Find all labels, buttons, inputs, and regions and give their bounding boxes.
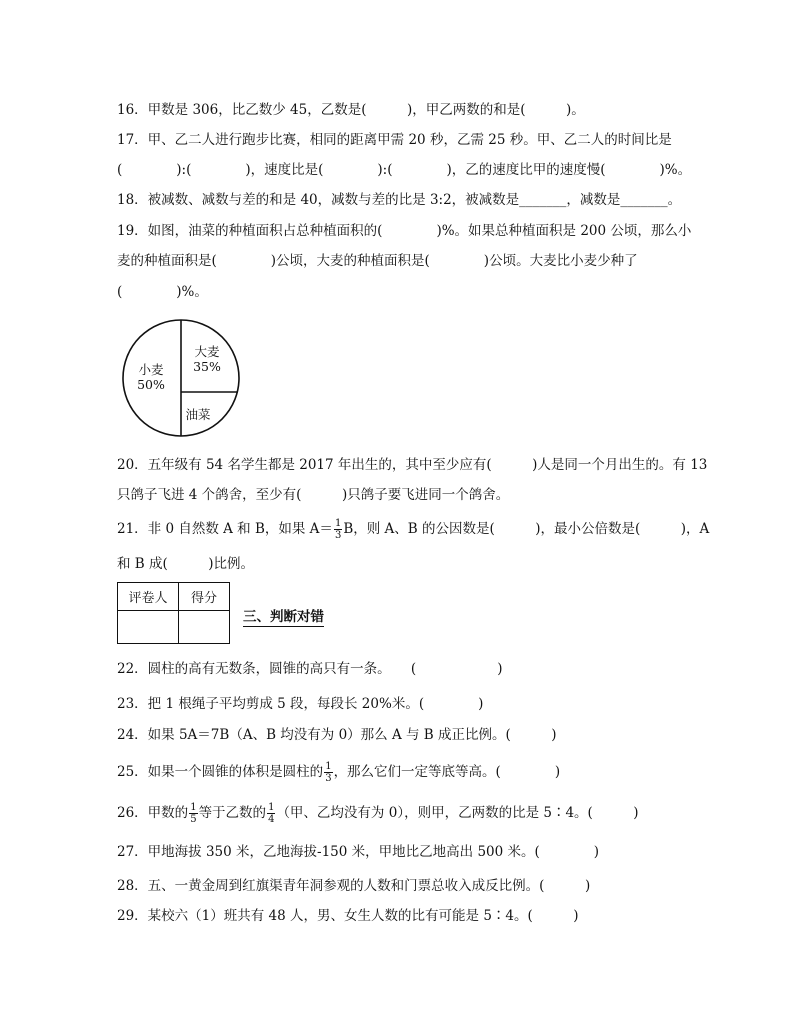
pie-chart: [118, 318, 244, 442]
fraction-numerator: 1: [190, 802, 197, 813]
question-17-line-1: 17．甲、乙二人进行跑步比赛，相同的距离甲需 20 秒，乙需 25 秒。甲、乙二人的时间比是: [117, 132, 672, 148]
pie-label-wheat: 小麦: [138, 362, 164, 377]
question-27: 27．甲地海拔 350 米，乙地海拔-150 米，甲地比乙地高出 500 米。( ): [117, 844, 600, 860]
question-21-line-2: 和 B 成( )比例。: [117, 556, 255, 572]
question-19-line-1: 19．如图，油菜的种植面积占总种植面积的( )%。如果总种植面积是 200 公顷，那么小: [117, 223, 692, 239]
question-25-text-start: 25．如果一个圆锥的体积是圆柱的: [117, 764, 324, 780]
fraction-denominator: 3: [325, 773, 332, 784]
section-title: 三、判断对错: [243, 605, 324, 627]
question-16: 16．甲数是 306，比乙数少 45，乙数是( )，甲乙两数的和是( )。: [117, 102, 585, 118]
question-25-text-end: ，那么它们一定等底等高。( ): [333, 764, 561, 780]
question-24: 24．如果 5A＝7B（A、B 均没有为 0）那么 A 与 B 成正比例。( ): [117, 727, 557, 743]
pie-label-rape: 油菜: [185, 407, 211, 422]
question-19-line-2: 麦的种植面积是( )公顷，大麦的种植面积是( )公顷。大麦比小麦少种了: [117, 253, 638, 269]
pie-value-barley: 35%: [193, 359, 221, 374]
fraction-numerator: 1: [325, 761, 332, 772]
question-19-line-3: ( )%。: [117, 284, 208, 300]
question-23: 23．把 1 根绳子平均剪成 5 段，每段长 20%米。( ): [117, 696, 484, 712]
fraction-one-third: [334, 518, 342, 541]
fraction-one-third: [324, 761, 332, 784]
question-20-line-2: 只鸽子飞进 4 个鸽舍，至少有( )只鸽子要飞进同一个鸽舍。: [117, 487, 510, 503]
fraction-numerator: 1: [334, 518, 342, 529]
score-table-header-score: 得分: [179, 583, 230, 611]
question-22: 22．圆柱的高有无数条，圆锥的高只有一条。 ( ): [117, 661, 503, 677]
question-25: [117, 761, 560, 784]
score-table: [117, 582, 230, 644]
question-17-line-2: ( ):( )，速度比是( ):( )，乙的速度比甲的速度慢( )%。: [117, 162, 692, 178]
question-18: 18．被减数、减数与差的和是 40，减数与差的比是 3:2，被减数是_______，减数是_______。: [117, 192, 682, 208]
question-20-line-1: 20．五年级有 54 名学生都是 2017 年出生的，其中至少应有( )人是同一个月出生的。有 13: [117, 457, 708, 473]
question-26-text-mid: 等于乙数的: [198, 805, 267, 821]
score-table-score-cell: [179, 611, 230, 644]
question-21-text-start: 21．非 0 自然数 A 和 B，如果 A＝: [117, 521, 333, 537]
fraction-denominator: 3: [334, 530, 342, 541]
pie-label-barley: 大麦: [194, 344, 220, 359]
score-table-grader-cell: [118, 611, 179, 644]
score-table-header-grader: 评卷人: [118, 583, 179, 611]
question-26: [117, 802, 639, 825]
fraction-denominator: 4: [268, 814, 275, 825]
fraction-denominator: 5: [190, 814, 197, 825]
fraction-one-fifth: [189, 802, 197, 825]
fraction-numerator: 1: [268, 802, 275, 813]
question-26-text-start: 26．甲数的: [117, 805, 189, 821]
fraction-one-fourth: [267, 802, 275, 825]
question-28: 28．五、一黄金周到红旗渠青年洞参观的人数和门票总收入成反比例。( ): [117, 878, 591, 894]
question-21-text-end: B，则 A、B 的公因数是( )，最小公倍数是( )，A: [343, 521, 710, 537]
question-26-text-end: （甲、乙均没有为 0），则甲，乙两数的比是 5∶4。( ): [276, 805, 639, 821]
question-21-line-1: [117, 518, 709, 541]
question-29: 29．某校六（1）班共有 48 人，男、女生人数的比有可能是 5∶4。( ): [117, 908, 579, 924]
pie-value-wheat: 50%: [137, 377, 165, 392]
